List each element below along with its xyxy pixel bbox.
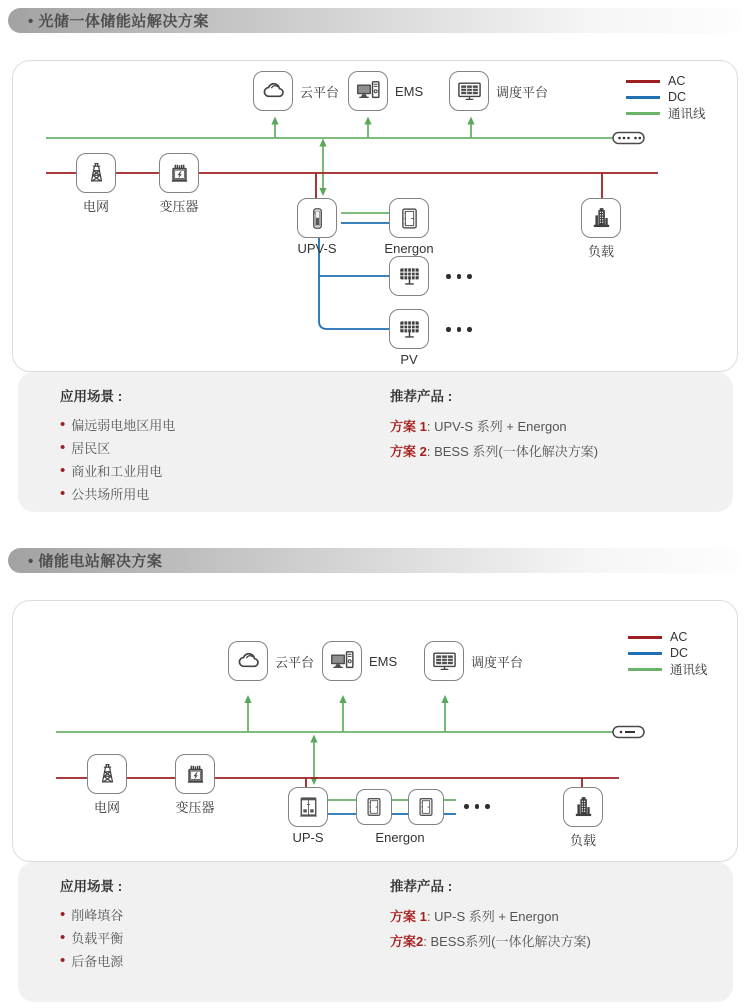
node-label: 变压器 (159, 199, 199, 214)
inverter-cabinet-icon (297, 198, 337, 238)
node-load (559, 198, 643, 260)
node-ups-converter (266, 787, 350, 845)
node-label: EMS (395, 83, 424, 99)
node-label: UP-S (292, 830, 324, 845)
dc-line-swatch (628, 652, 662, 655)
dispatch-monitor-icon (449, 71, 489, 111)
transformer-icon (175, 754, 215, 794)
ac-line-swatch (626, 80, 660, 83)
bullet-dot: • (60, 416, 66, 433)
node-label: Energon (384, 241, 434, 256)
node-label: EMS (369, 653, 398, 669)
bullet-dot: • (60, 462, 66, 479)
products-column (390, 385, 598, 463)
battery-cabinet-icon (389, 198, 429, 238)
scenario-item: • 削峰填谷 (60, 906, 124, 923)
bullet-dot: • (60, 485, 66, 502)
legend (628, 631, 708, 675)
node-label: 电网 (93, 800, 120, 815)
ac-line-swatch (628, 636, 662, 639)
scenarios-title: 应用场景 : (60, 879, 123, 894)
dispatch-monitor-icon (424, 641, 464, 681)
product-item: 方案 2 : BESS 系列(一体化解决方案) (390, 444, 599, 459)
node-label: 调度平台 (496, 84, 549, 100)
node-label: PV (400, 352, 418, 367)
pv-panel-icon (389, 309, 429, 349)
scenario-item: • 负载平衡 (60, 929, 124, 946)
legend-comm: 通讯线 (626, 107, 706, 119)
section2-header-bar (8, 548, 742, 573)
power-tower-icon (87, 754, 127, 794)
node-dispatch-platform (424, 641, 523, 681)
legend-comm: 通讯线 (628, 663, 708, 675)
product-item: 方案2 : BESS系列(一体化解决方案) (390, 934, 591, 949)
node-grid (54, 153, 138, 215)
ems-computer-icon (348, 71, 388, 111)
pv-panel-icon (389, 256, 429, 296)
products-title: 推荐产品 : (390, 389, 453, 404)
building-icon (563, 787, 603, 827)
scenario-item: • 公共场所用电 (60, 485, 150, 502)
node-upvs-inverter (275, 198, 359, 256)
scenarios-column (60, 385, 175, 505)
ellipsis-dots (464, 804, 490, 809)
cloud-icon (228, 641, 268, 681)
battery-string-label: Energon (375, 830, 425, 845)
section2-title: • 储能电站解决方案 (28, 553, 163, 570)
section1-info-panel (18, 372, 733, 512)
dc-line-swatch (626, 96, 660, 99)
section2-info-panel (18, 862, 733, 1002)
product-item: 方案 1 : UPV-S 系列 + Energon (390, 419, 567, 434)
scenarios-title: 应用场景 : (60, 389, 123, 404)
ems-computer-icon (322, 641, 362, 681)
scenario-item: • 居民区 (60, 439, 111, 456)
section1-header-bar (8, 8, 742, 33)
node-label: 电网 (82, 199, 109, 214)
bullet-dot: • (60, 906, 66, 923)
node-label: 变压器 (175, 800, 215, 815)
scenario-item: • 偏远弱电地区用电 (60, 416, 176, 433)
transformer-icon (159, 153, 199, 193)
node-label: 云平台 (300, 84, 340, 100)
comm-line-swatch (626, 112, 660, 115)
products-column (390, 875, 591, 953)
section1-title: • 光储一体储能站解决方案 (28, 13, 209, 30)
legend-ac: AC (626, 75, 706, 87)
ellipsis-dots (446, 327, 472, 332)
legend (626, 75, 706, 119)
node-energon-battery (367, 198, 451, 256)
section2-diagram-card (12, 600, 738, 862)
scenario-item: • 后备电源 (60, 952, 124, 969)
node-label: 云平台 (275, 654, 315, 670)
node-transformer (137, 153, 221, 215)
legend-dc: DC (626, 91, 706, 103)
node-dispatch-platform (449, 71, 548, 111)
scenario-item: • 商业和工业用电 (60, 462, 163, 479)
node-pv (367, 309, 451, 367)
building-icon (581, 198, 621, 238)
battery-cabinet-icon (356, 789, 392, 825)
node-load (541, 787, 625, 849)
scenarios-column (60, 875, 123, 972)
node-cloud-platform (228, 641, 314, 681)
cloud-icon (253, 71, 293, 111)
bullet-dot: • (60, 439, 66, 456)
legend-dc: DC (628, 647, 708, 659)
ups-cabinet-icon (288, 787, 328, 827)
node-label: 调度平台 (471, 654, 524, 670)
battery-cabinet-icon (408, 789, 444, 825)
bullet-dot: • (60, 952, 66, 969)
legend-ac: AC (628, 631, 708, 643)
product-item: 方案 1 : UP-S 系列 + Energon (390, 909, 559, 924)
node-transformer (153, 754, 237, 816)
ellipsis-dots (446, 274, 472, 279)
products-title: 推荐产品 : (390, 879, 453, 894)
comm-line-swatch (628, 668, 662, 671)
node-cloud-platform (253, 71, 339, 111)
bullet-dot: • (60, 929, 66, 946)
section1-diagram-card (12, 60, 738, 372)
node-ems (348, 71, 423, 111)
node-grid (65, 754, 149, 816)
node-ems (322, 641, 397, 681)
node-label: 负载 (569, 833, 596, 848)
node-label: 负载 (587, 244, 614, 259)
node-label: UPV-S (297, 241, 337, 256)
power-tower-icon (76, 153, 116, 193)
